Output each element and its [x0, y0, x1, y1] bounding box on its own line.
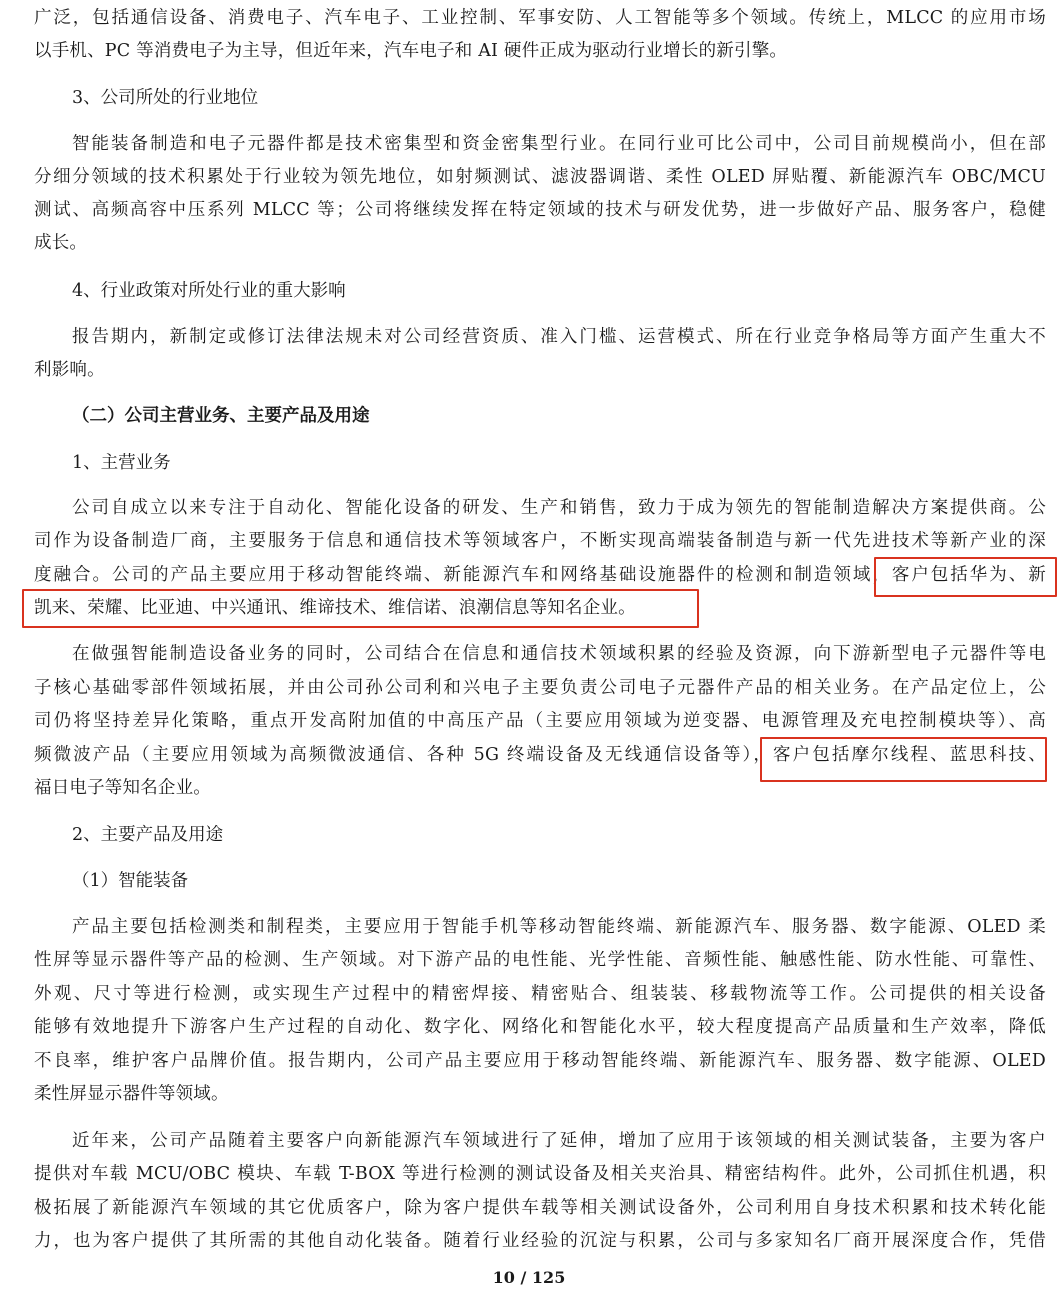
customer-highlight-box: [760, 737, 1047, 782]
heading-main-products: 2、主要产品及用途: [72, 825, 224, 845]
text-line: 力，也为客户提供了其所需的其他自动化装备。随着行业经验的沉淀与积累，公司与多家知名厂商开展深度合作，凭借: [34, 1231, 1046, 1251]
text-line: 利影响。: [34, 360, 105, 380]
text-line: 在做强智能制造设备业务的同时，公司结合在信息和通信技术领域积累的经验及资源，向下游新型电子元器件等电: [72, 644, 1046, 664]
text-line: 成长。: [34, 233, 88, 253]
customer-highlight-box: [22, 589, 699, 628]
heading-main-business: 1、主营业务: [72, 453, 171, 473]
text-line: 极拓展了新能源汽车领域的其它优质客户，除为客户提供车载等相关测试设备外，公司利用自身技术积累和技术转化能: [34, 1198, 1046, 1218]
text-line: 外观、尺寸等进行检测，或实现生产过程中的精密焊接、精密贴合、组装装、移载物流等工作。公司提供的相关设备: [34, 984, 1046, 1004]
text-line: 度融合。公司的产品主要应用于移动智能终端、新能源汽车和网络基础设施器件的检测和制造领域，客户包括华为、新: [34, 565, 1046, 585]
text-line: 凯来、荣耀、比亚迪、中兴通讯、维谛技术、维信诺、浪潮信息等知名企业。: [34, 598, 636, 618]
text-line: 福日电子等知名企业。: [34, 778, 211, 798]
text-line: 性屏等显示器件等产品的检测、生产领域。对下游产品的电性能、光学性能、音频性能、触感性能、防水性能、可靠性、: [34, 950, 1046, 970]
text-line: 司作为设备制造厂商，主要服务于信息和通信技术等领域客户，不断实现高端装备制造与新一代先进技术等新产业的深: [34, 531, 1046, 551]
text-line: 能够有效地提升下游客户生产过程的自动化、数字化、网络化和智能化水平，较大程度提高产品质量和生产效率，降低: [34, 1017, 1046, 1037]
text-line: 报告期内，新制定或修订法律法规未对公司经营资质、准入门槛、运营模式、所在行业竞争格局等方面产生重大不: [72, 327, 1046, 347]
text-line: 广泛，包括通信设备、消费电子、汽车电子、工业控制、军事安防、人工智能等多个领域。传统上，MLCC 的应用市场: [34, 8, 1046, 28]
page-number: 10 / 125: [492, 1268, 566, 1287]
text-line: 分细分领域的技术积累处于行业较为领先地位，如射频测试、滤波器调谐、柔性 OLED 屏贴覆、新能源汽车 OBC/MCU: [34, 167, 1046, 187]
text-line: 智能装备制造和电子元器件都是技术密集型和资金密集型行业。在同行业可比公司中，公司目前规模尚小，但在部: [72, 134, 1046, 154]
text-line: 提供对车载 MCU/OBC 模块、车载 T-BOX 等进行检测的测试设备及相关夹治具、精密结构件。此外，公司抓住机遇，积: [34, 1164, 1046, 1184]
text-line: 公司自成立以来专注于自动化、智能化设备的研发、生产和销售，致力于成为领先的智能制造解决方案提供商。公: [72, 498, 1046, 518]
text-line: 测试、高频高容中压系列 MLCC 等；公司将继续发挥在特定领域的技术与研发优势，进一步做好产品、服务客户，稳健: [34, 200, 1046, 220]
text-line: 以手机、PC 等消费电子为主导，但近年来，汽车电子和 AI 硬件正成为驱动行业增长的新引擎。: [34, 41, 788, 61]
section-heading-main-business: （二）公司主营业务、主要产品及用途: [72, 406, 370, 426]
text-line: 司仍将坚持差异化策略，重点开发高附加值的中高压产品（主要应用领域为逆变器、电源管理及充电控制模块等）、高: [34, 711, 1046, 731]
text-line: 子核心基础零部件领域拓展，并由公司孙公司利和兴电子主要负责公司电子元器件产品的相关业务。在产品定位上，公: [34, 678, 1046, 698]
heading-policy-impact: 4、行业政策对所处行业的重大影响: [72, 281, 346, 301]
text-line: 近年来，公司产品随着主要客户向新能源汽车领域进行了延伸，增加了应用于该领域的相关测试装备，主要为客户: [72, 1131, 1046, 1151]
heading-smart-equipment: （1）智能装备: [72, 871, 189, 891]
heading-industry-position: 3、公司所处的行业地位: [72, 88, 259, 108]
text-line: 频微波产品（主要应用领域为高频微波通信、各种 5G 终端设备及无线通信设备等），客户包括摩尔线程、蓝思科技、: [34, 745, 1046, 765]
text-line: 不良率，维护客户品牌价值。报告期内，公司产品主要应用于移动智能终端、新能源汽车、服务器、数字能源、OLED: [34, 1051, 1046, 1071]
text-line: 柔性屏显示器件等领域。: [34, 1084, 229, 1104]
text-line: 产品主要包括检测类和制程类，主要应用于智能手机等移动智能终端、新能源汽车、服务器、数字能源、OLED 柔: [72, 917, 1046, 937]
customer-highlight-box: [874, 557, 1057, 597]
